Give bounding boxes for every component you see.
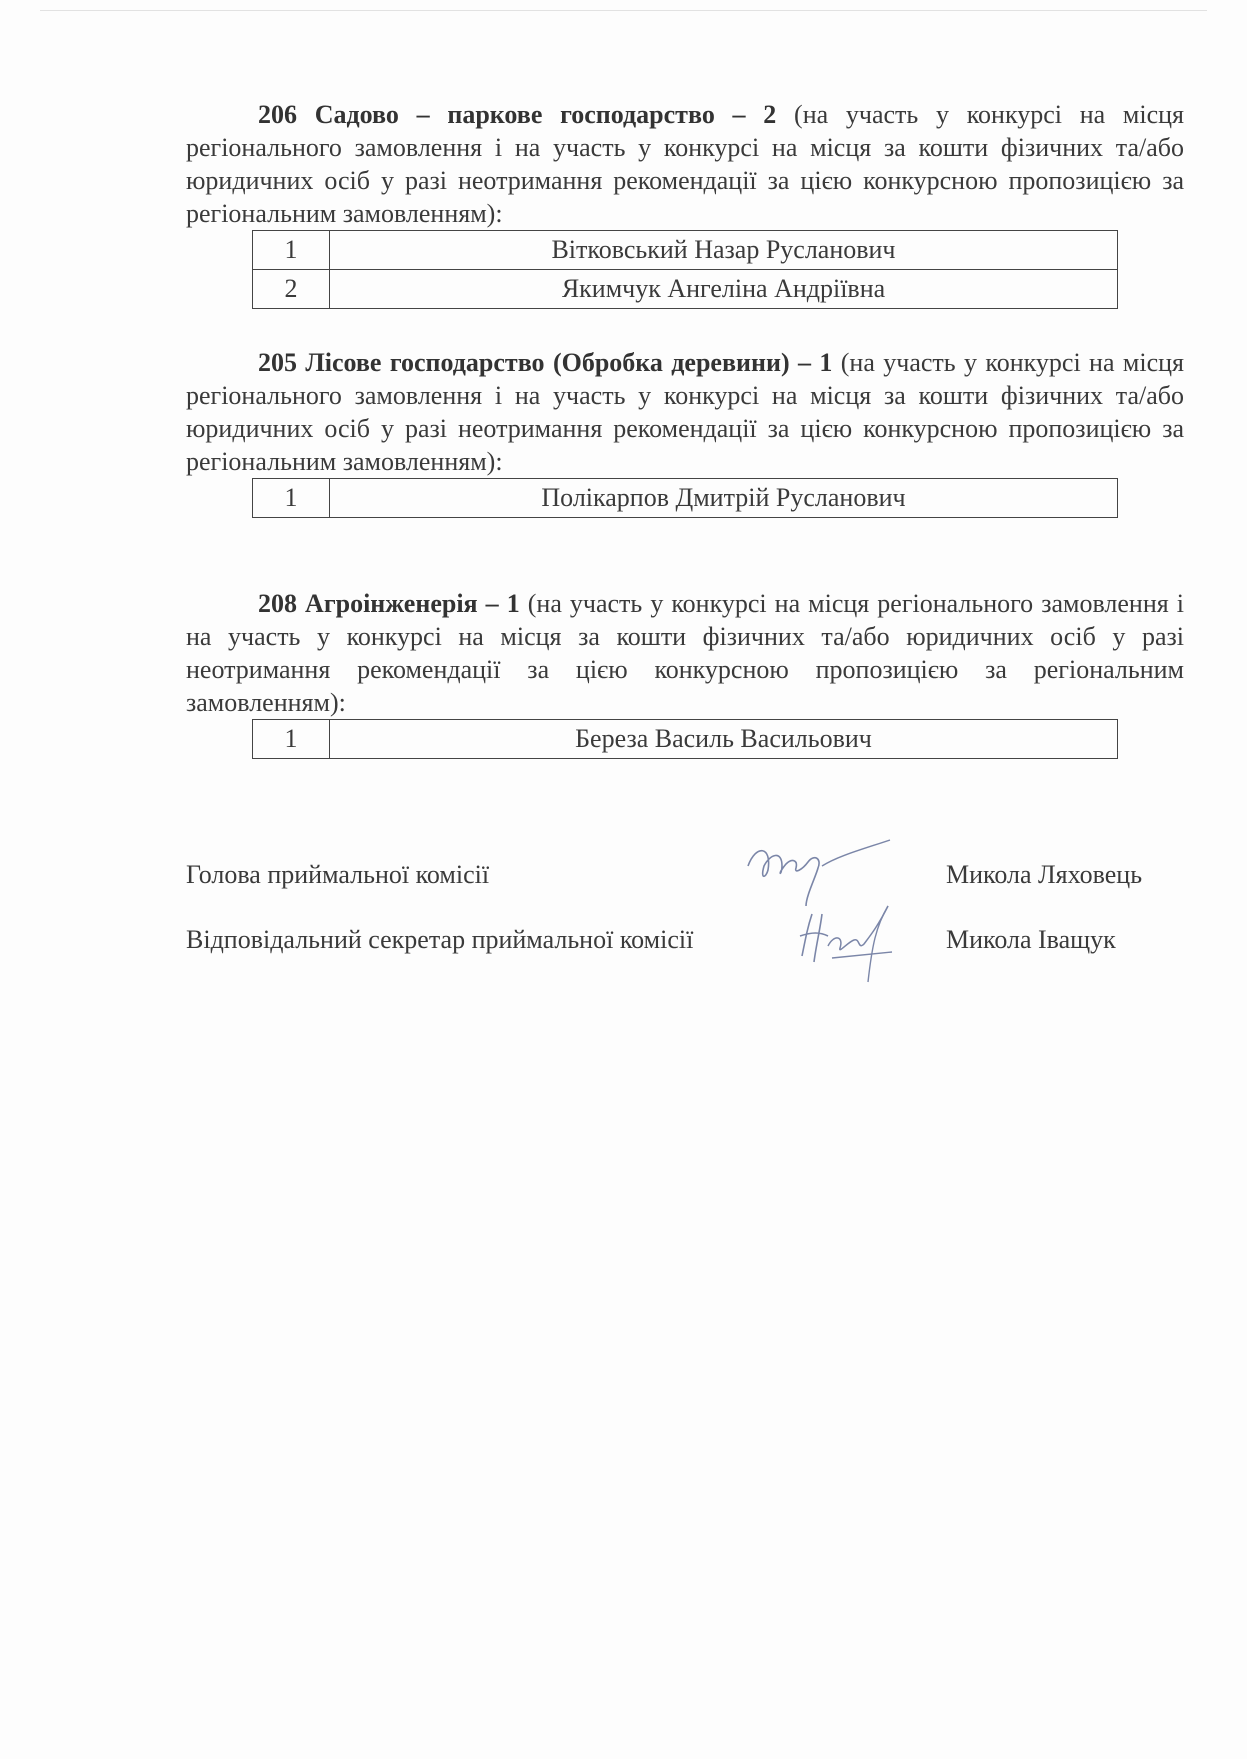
table-row	[253, 231, 1118, 270]
section-body: (на участь у конкурсі на місця регіонального замовлення і на участь у конкурсі на місця за кошти фізичних та/або юридичних осіб у разі неотримання рекомендації за цією конкурсною пропозицією за регіональним замовленням):	[186, 100, 1184, 228]
section-heading: 205 Лісове господарство (Обробка деревини) – 1	[258, 348, 833, 377]
applicants-table	[252, 719, 1118, 759]
row-number: 2	[253, 270, 330, 309]
scan-edge-line	[40, 10, 1207, 11]
section-paragraph	[186, 98, 1184, 230]
row-number: 1	[253, 720, 330, 759]
section-208	[186, 587, 1184, 759]
section-body: (на участь у конкурсі на місця регіонального замовлення і на участь у конкурсі на місця за кошти фізичних та/або юридичних осіб у разі неотримання рекомендації за цією конкурсною пропозицією за регіональним замовленням):	[186, 589, 1184, 717]
section-205	[186, 346, 1184, 518]
applicant-name: Полікарпов Дмитрій Русланович	[330, 479, 1118, 518]
table-row	[253, 479, 1118, 518]
table-row	[253, 270, 1118, 309]
section-206	[186, 98, 1184, 309]
secretary-name: Микола Іващук	[946, 925, 1116, 954]
applicants-table	[252, 230, 1118, 309]
row-number: 1	[253, 479, 330, 518]
section-body: (на участь у конкурсі на місця регіонального замовлення і на участь у конкурсі на місця за кошти фізичних та/або юридичних осіб у разі неотримання рекомендації за цією конкурсною пропозицією за регіональним замовленням):	[186, 348, 1184, 476]
applicants-table	[252, 478, 1118, 518]
secretary-handwritten-signature	[792, 896, 902, 986]
applicant-name: Вітковський Назар Русланович	[330, 231, 1118, 270]
table-row	[253, 720, 1118, 759]
chair-name: Микола Ляховець	[946, 860, 1143, 889]
chair-label: Голова приймальної комісії	[186, 860, 490, 889]
row-number: 1	[253, 231, 330, 270]
applicant-name: Береза Василь Васильович	[330, 720, 1118, 759]
section-paragraph	[186, 346, 1184, 478]
section-heading: 208 Агроінженерія – 1	[258, 589, 520, 618]
section-paragraph	[186, 587, 1184, 719]
section-heading: 206 Садово – паркове господарство – 2	[258, 100, 777, 129]
secretary-label: Відповідальний секретар приймальної комісії	[186, 925, 694, 954]
applicant-name: Якимчук Ангеліна Андріївна	[330, 270, 1118, 309]
